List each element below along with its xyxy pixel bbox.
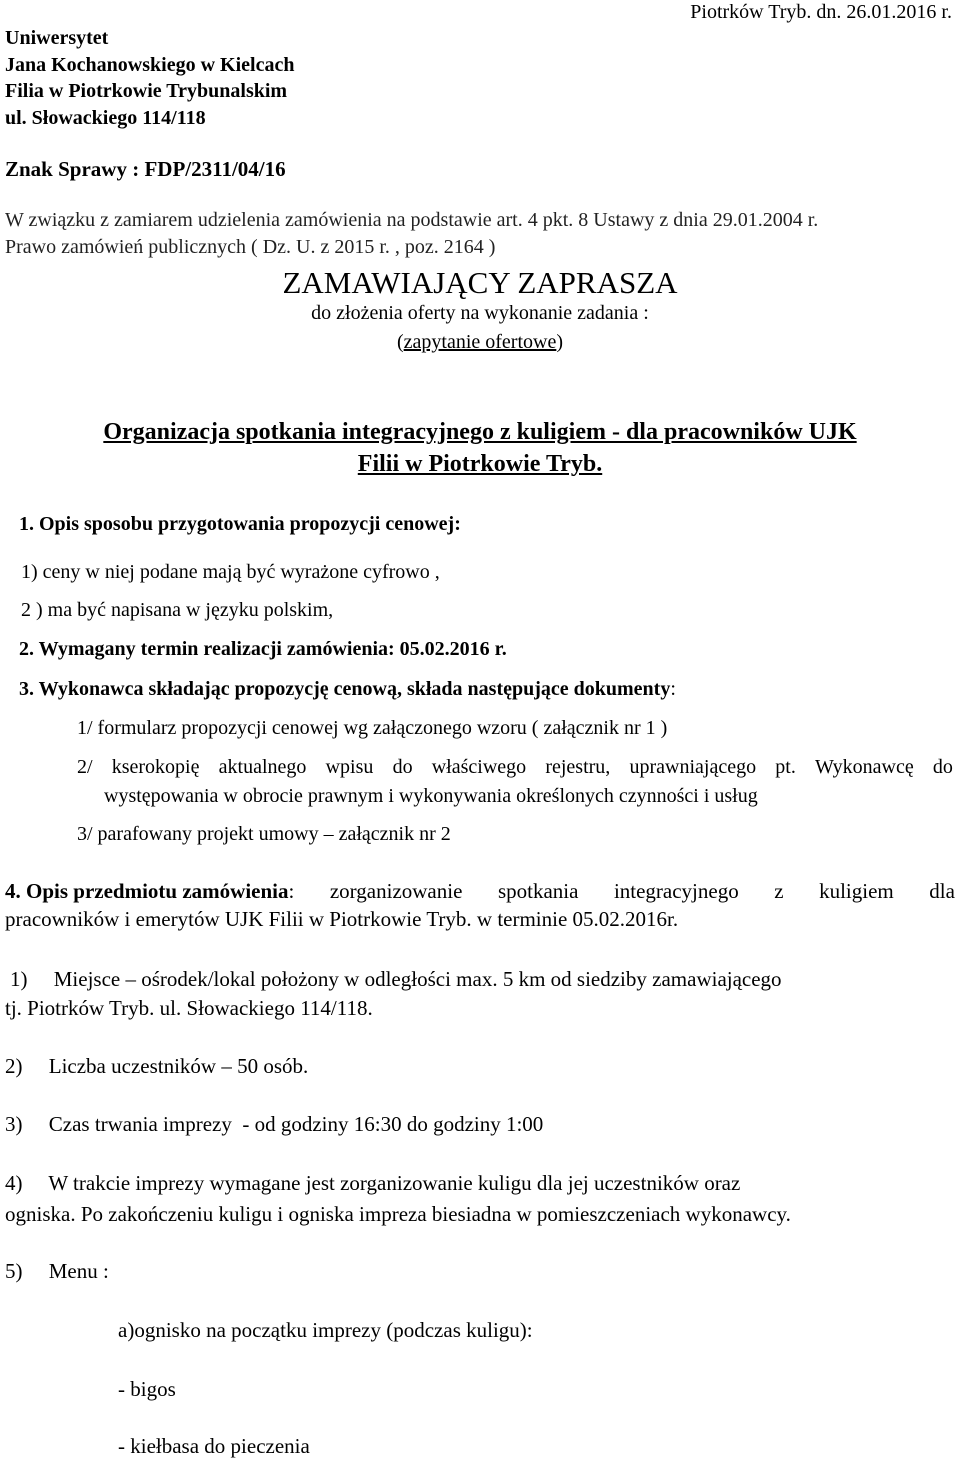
- point-4-line-1: 4) W trakcie imprezy wymagane jest zorganizowanie kuligu dla jej uczestników oraz: [5, 1171, 741, 1195]
- word: spotkania: [497, 879, 579, 903]
- subject-line-2: Filii w Piotrkowie Tryb.: [357, 451, 603, 477]
- menu-heading: a)ognisko na początku imprezy (podczas kuligu):: [118, 1318, 533, 1342]
- section-3-title-colon: :: [670, 678, 676, 700]
- word: właściwego: [431, 756, 527, 778]
- section-4-heading: [5, 878, 294, 904]
- section-1-item: 2 ) ma być napisana w języku polskim,: [21, 599, 334, 621]
- institution-block: [5, 25, 294, 132]
- word: wpisu: [325, 756, 374, 778]
- section-4-line-2: pracowników i emerytów UJK Filii w Piotrkowie Tryb. w terminie 05.02.2016r.: [5, 907, 679, 931]
- case-reference: Znak Sprawy : FDP/2311/04/16: [5, 157, 286, 181]
- word: kserokopię: [111, 756, 200, 778]
- word: zorganizowanie: [329, 879, 463, 903]
- section-1-item: 1) ceny w niej podane mają być wyrażone cyfrowo ,: [21, 561, 440, 583]
- word: integracyjnego: [613, 879, 739, 903]
- section-4-number: 4.: [5, 879, 21, 903]
- word: 2/: [77, 756, 93, 778]
- section-3-title: [19, 677, 676, 701]
- word: z: [774, 879, 784, 903]
- word: :: [288, 879, 295, 903]
- subject-line-1: Organizacja spotkania integracyjnego z kuligiem - dla pracowników UJK: [103, 419, 857, 445]
- section-1-title: 1. Opis sposobu przygotowania propozycji cenowej:: [19, 513, 461, 535]
- document-item-2-continuation: występowania w obrocie prawnym i wykonywania określonych czynności i usług: [104, 785, 758, 807]
- section-4-title: Opis przedmiotu zamówienia: [26, 879, 289, 903]
- word: do: [392, 756, 413, 778]
- invitation-subtitle: do złożenia oferty na wykonanie zadania :: [311, 302, 649, 324]
- point-1-line-2: tj. Piotrków Tryb. ul. Słowackiego 114/118.: [5, 996, 373, 1020]
- section-3-title-text: 3. Wykonawca składając propozycję cenową, składa następujące dokumenty: [19, 678, 671, 700]
- point-1-line-1: 1) Miejsce – ośrodek/lokal położony w odległości max. 5 km od siedziby zamawiającego: [10, 967, 782, 991]
- intro-line-1: W związku z zamiarem udzielenia zamówienia na podstawie art. 4 pkt. 8 Ustawy z dnia 29.01.2004 r.: [5, 209, 819, 231]
- menu-item: - kiełbasa do pieczenia: [118, 1434, 310, 1458]
- paren-open: (: [396, 331, 404, 353]
- word: pt.: [775, 756, 796, 778]
- point-5: 5) Menu :: [5, 1259, 109, 1283]
- inquiry-type-label: zapytanie ofertowe: [403, 331, 557, 353]
- institution-line: Jana Kochanowskiego w Kielcach: [5, 54, 295, 76]
- word: uprawniającego: [629, 756, 757, 778]
- word: aktualnego: [218, 756, 307, 778]
- word: do: [932, 756, 953, 778]
- word: kuligiem: [819, 879, 894, 903]
- invitation-title: ZAMAWIAJĄCY ZAPRASZA: [282, 265, 678, 300]
- intro-line-2: Prawo zamówień publicznych ( Dz. U. z 2015 r. , poz. 2164 ): [5, 236, 496, 258]
- word: rejestru,: [545, 756, 611, 778]
- paren-close: ): [556, 331, 564, 353]
- word: Wykonawcę: [815, 756, 914, 778]
- document-item-3: 3/ parafowany projekt umowy – załącznik nr 2: [77, 823, 451, 845]
- point-4-line-2: ogniska. Po zakończeniu kuligu i ogniska impreza biesiadna w pomieszczeniach wykonawcy.: [5, 1202, 791, 1226]
- institution-line: Uniwersytet: [5, 27, 109, 49]
- point-3: 3) Czas trwania imprezy - od godziny 16:30 do godziny 1:00: [5, 1112, 544, 1136]
- document-item-1: 1/ formularz propozycji cenowej wg załączonego wzoru ( załącznik nr 1 ): [77, 717, 668, 739]
- inquiry-type: [0, 330, 960, 354]
- point-2: 2) Liczba uczestników – 50 osób.: [5, 1054, 309, 1078]
- section-4-line-1: [5, 878, 955, 904]
- word: dla: [929, 879, 955, 903]
- document-item-2: [77, 755, 953, 779]
- menu-item: - bigos: [118, 1377, 176, 1401]
- institution-line: ul. Słowackiego 114/118: [5, 107, 206, 129]
- section-2-title: 2. Wymagany termin realizacji zamówienia: 05.02.2016 r.: [19, 638, 507, 660]
- place-date: Piotrków Tryb. dn. 26.01.2016 r.: [690, 1, 952, 23]
- institution-line: Filia w Piotrkowie Trybunalskim: [5, 80, 288, 102]
